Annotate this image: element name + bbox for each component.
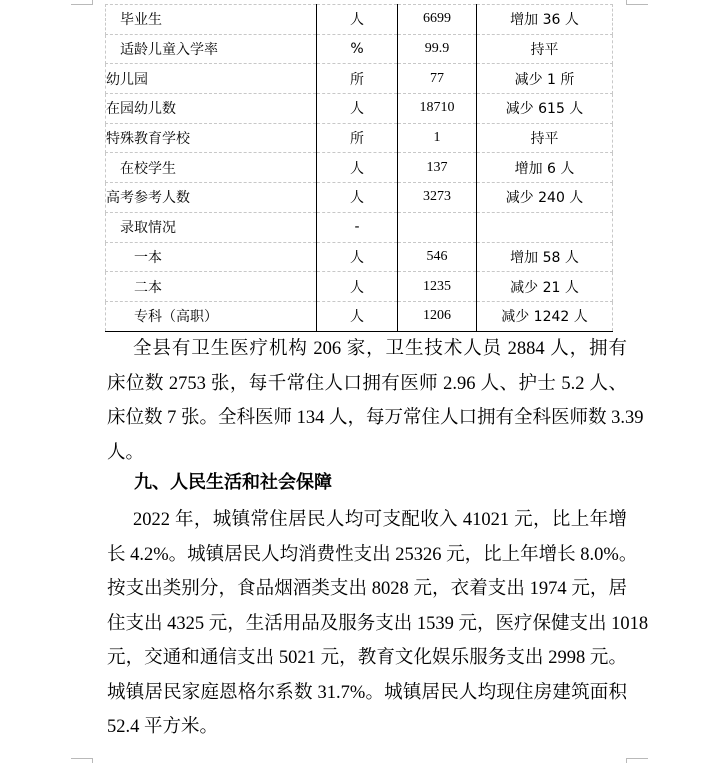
change-cell: 减少 1242 人	[477, 301, 613, 331]
item-name-cell: 毕业生	[106, 5, 317, 35]
unit-cell: 人	[317, 272, 398, 302]
education-statistics-table	[105, 4, 613, 332]
living-paragraph	[107, 503, 649, 745]
value-cell: 1235	[398, 272, 477, 302]
item-name-cell: 一本	[106, 242, 317, 272]
crop-mark-top-right	[626, 0, 648, 5]
health-line-2: 床位数 2753 张，每千常住人口拥有医师 2.96 人、护士 5.2 人、	[107, 373, 627, 394]
change-cell: 减少 1 所	[477, 64, 613, 94]
change-cell: 减少 615 人	[477, 94, 613, 124]
change-cell: 增加 36 人	[477, 5, 613, 35]
table-body	[106, 5, 613, 332]
living-line-4: 住支出 4325 元，生活用品及服务支出 1539 元，医疗保健支出 1018	[107, 613, 649, 634]
health-paragraph	[107, 332, 644, 470]
item-name-cell: 高考参考人数	[106, 183, 317, 213]
value-cell: 546	[398, 242, 477, 272]
change-cell: 增加 58 人	[477, 242, 613, 272]
unit-cell: 人	[317, 183, 398, 213]
living-line-5: 元，交通和通信支出 5021 元，教育文化娱乐服务支出 2998 元。	[107, 648, 627, 668]
unit-cell: -	[317, 212, 398, 242]
crop-mark-top-left	[71, 0, 93, 5]
change-cell	[477, 212, 613, 242]
unit-cell: %	[317, 34, 398, 64]
unit-cell: 人	[317, 5, 398, 35]
living-line-2: 长 4.2%。城镇居民人均消费性支出 25326 元，比上年增长 8.0%。	[107, 544, 638, 565]
value-cell: 99.9	[398, 34, 477, 64]
item-name-cell: 二本	[106, 272, 317, 302]
crop-mark-bottom-left	[71, 758, 93, 763]
table-row	[106, 212, 613, 242]
item-name-cell: 在校学生	[106, 153, 317, 183]
value-cell: 3273	[398, 183, 477, 213]
value-cell	[398, 212, 477, 242]
table-row	[106, 123, 613, 153]
health-line-3: 床位数 7 张。全科医师 134 人，每万常住人口拥有全科医师数 3.39	[107, 408, 644, 428]
value-cell: 18710	[398, 94, 477, 124]
change-cell: 减少 21 人	[477, 272, 613, 302]
unit-cell: 所	[317, 64, 398, 94]
unit-cell: 人	[317, 301, 398, 331]
change-cell: 减少 240 人	[477, 183, 613, 213]
section-heading: 九、人民生活和社会保障	[134, 472, 332, 493]
living-line-6: 城镇居民家庭恩格尔系数 31.7%。城镇居民人均现住房建筑面积	[107, 682, 627, 703]
change-cell: 持平	[477, 34, 613, 64]
item-name-cell: 幼儿园	[106, 64, 317, 94]
living-line-3: 按支出类别分，食品烟酒类支出 8028 元，衣着支出 1974 元，居	[107, 579, 627, 599]
table-row	[106, 5, 613, 35]
health-line-1: 全县有卫生医疗机构 206 家，卫生技术人员 2884 人，拥有	[133, 339, 627, 359]
value-cell: 77	[398, 64, 477, 94]
item-name-cell: 录取情况	[106, 212, 317, 242]
unit-cell: 人	[317, 94, 398, 124]
unit-cell: 人	[317, 242, 398, 272]
item-name-cell: 专科（高职）	[106, 301, 317, 331]
unit-cell: 人	[317, 153, 398, 183]
value-cell: 137	[398, 153, 477, 183]
item-name-cell: 适龄儿童入学率	[106, 34, 317, 64]
health-line-4: 人。	[107, 442, 145, 463]
crop-mark-bottom-right	[626, 758, 648, 763]
table-row	[106, 94, 613, 124]
table-row	[106, 153, 613, 183]
living-line-1: 2022 年，城镇常住居民人均可支配收入 41021 元，比上年增	[133, 510, 627, 530]
table-row	[106, 301, 613, 331]
unit-cell: 所	[317, 123, 398, 153]
table-row	[106, 242, 613, 272]
change-cell: 增加 6 人	[477, 153, 613, 183]
table-row	[106, 183, 613, 213]
table-row	[106, 34, 613, 64]
value-cell: 1206	[398, 301, 477, 331]
value-cell: 6699	[398, 5, 477, 35]
item-name-cell: 在园幼儿数	[106, 94, 317, 124]
change-cell: 持平	[477, 123, 613, 153]
item-name-cell: 特殊教育学校	[106, 123, 317, 153]
value-cell: 1	[398, 123, 477, 153]
table-row	[106, 272, 613, 302]
living-line-7: 52.4 平方米。	[107, 717, 219, 737]
table-row	[106, 64, 613, 94]
